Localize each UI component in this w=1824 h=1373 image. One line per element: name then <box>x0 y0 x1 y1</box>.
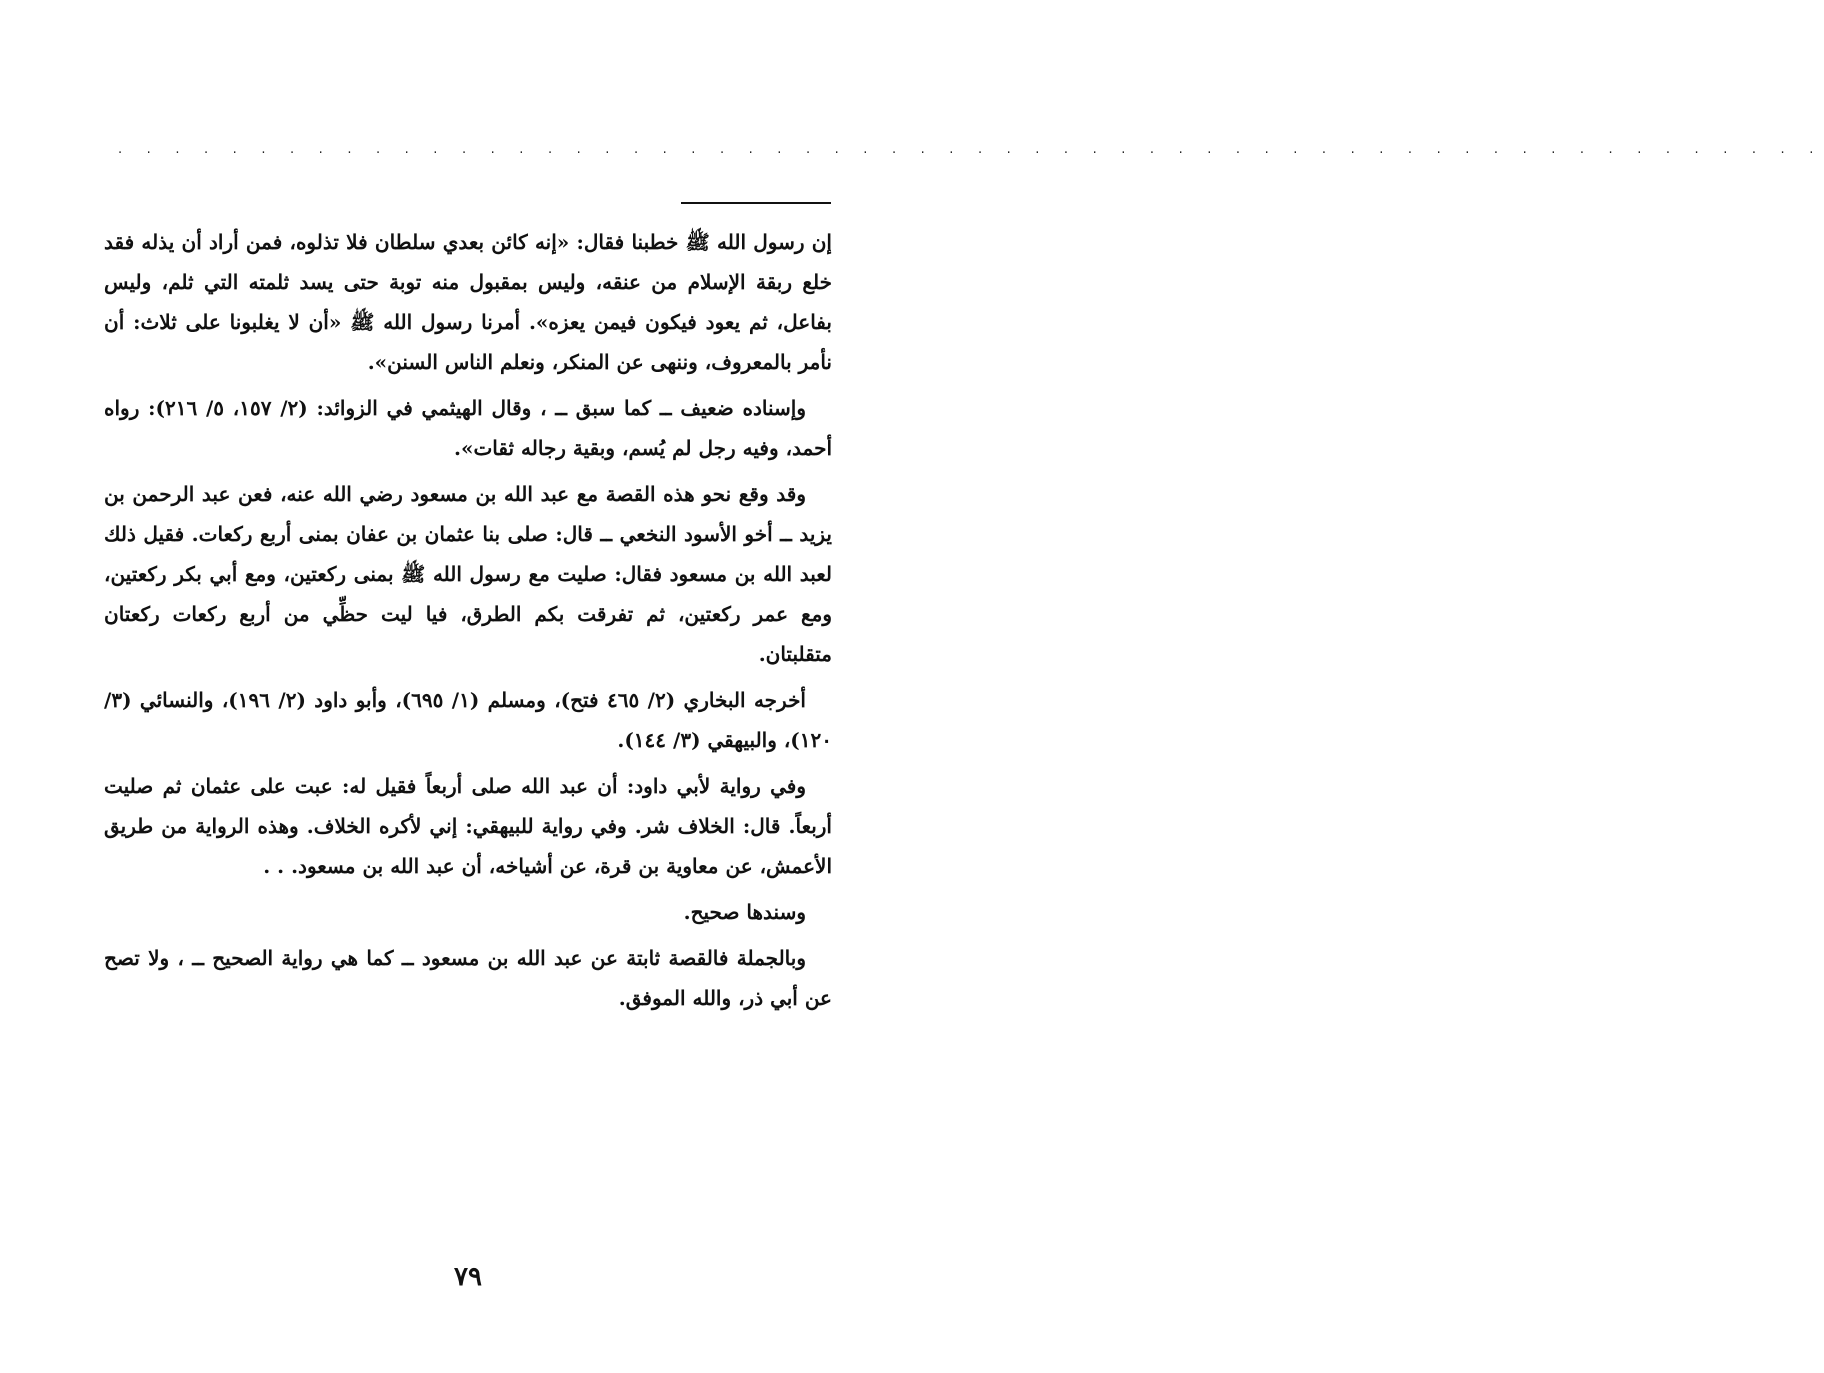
paragraph-story: وقد وقع نحو هذه القصة مع عبد الله بن مسعود رضي الله عنه، فعن عبد الرحمن بن يزيد ــ أخو الأسود النخعي ــ قال: صلى بنا عثمان بن عفان بمنى أربع ركعات. فقيل ذلك لعبد الله بن مسعود فقال: صليت مع رسول الله ﷺ بمنى ركعتين، ومع أبي بكر ركعتين، ومع عمر ركعتين، ثم تفرقت بكم الطرق، فيا ليت حظِّي من أربع ركعات ركعتان متقلبتان. <box>104 482 833 666</box>
page-number: ٧٩ <box>454 1262 482 1292</box>
paragraph-abu-dawud: وفي رواية لأبي داود: أن عبد الله صلى أربعاً فقيل له: عبت على عثمان ثم صليت أربعاً. قال: الخلاف شر. وفي رواية للبيهقي: إني لأكره الخلاف. وهذه الرواية من طريق الأعمش، عن معاوية بن قرة، عن أشياخه، أن عبد الله بن مسعود. . . <box>104 774 832 878</box>
body-text <box>104 222 832 1024</box>
footnote-rule <box>681 202 831 204</box>
paragraph-hadith: إن رسول الله ﷺ خطبنا فقال: «إنه كائن بعدي سلطان فلا تذلوه، فمن أراد أن يذله فقد خلع ربقة الإسلام من عنقه، وليس بمقبول منه توبة حتى يسد ثلمته التي ثلم، وليس بفاعل، ثم يعود فيكون فيمن يعزه». أمرنا رسول الله ﷺ «أن لا يغلبونا على ثلاث: أن نأمر بالمعروف، وننهى عن المنكر، ونعلم الناس السنن». <box>104 230 832 374</box>
paragraph-isnad: وإسناده ضعيف ــ كما سبق ــ ، وقال الهيثمي في الزوائد: (٢/ ١٥٧، ٥/ ٢١٦): رواه أحمد، وفيه رجل لم يُسم، وبقية رجاله ثقات». <box>104 396 832 460</box>
ornamental-dotted-separator: . . . . . . . . . . . . . . . . . . . . . . . . . . . . . . . . . . . . . . . . . . . . . . . . . . . . . . . . . . . . <box>118 142 1824 157</box>
paragraph-takhrij: أخرجه البخاري (٢/ ٤٦٥ فتح)، ومسلم (١/ ٦٩٥)، وأبو داود (٢/ ١٩٦)، والنسائي (٣/ ١٢٠)، والبيهقي (٣/ ١٤٤). <box>104 688 832 752</box>
paragraph-sanad: وسندها صحيح. <box>683 900 806 924</box>
paragraph-conclusion: وبالجملة فالقصة ثابتة عن عبد الله بن مسعود ــ كما هي رواية الصحيح ــ ، ولا تصح عن أبي ذر، والله الموفق. <box>104 946 832 1010</box>
